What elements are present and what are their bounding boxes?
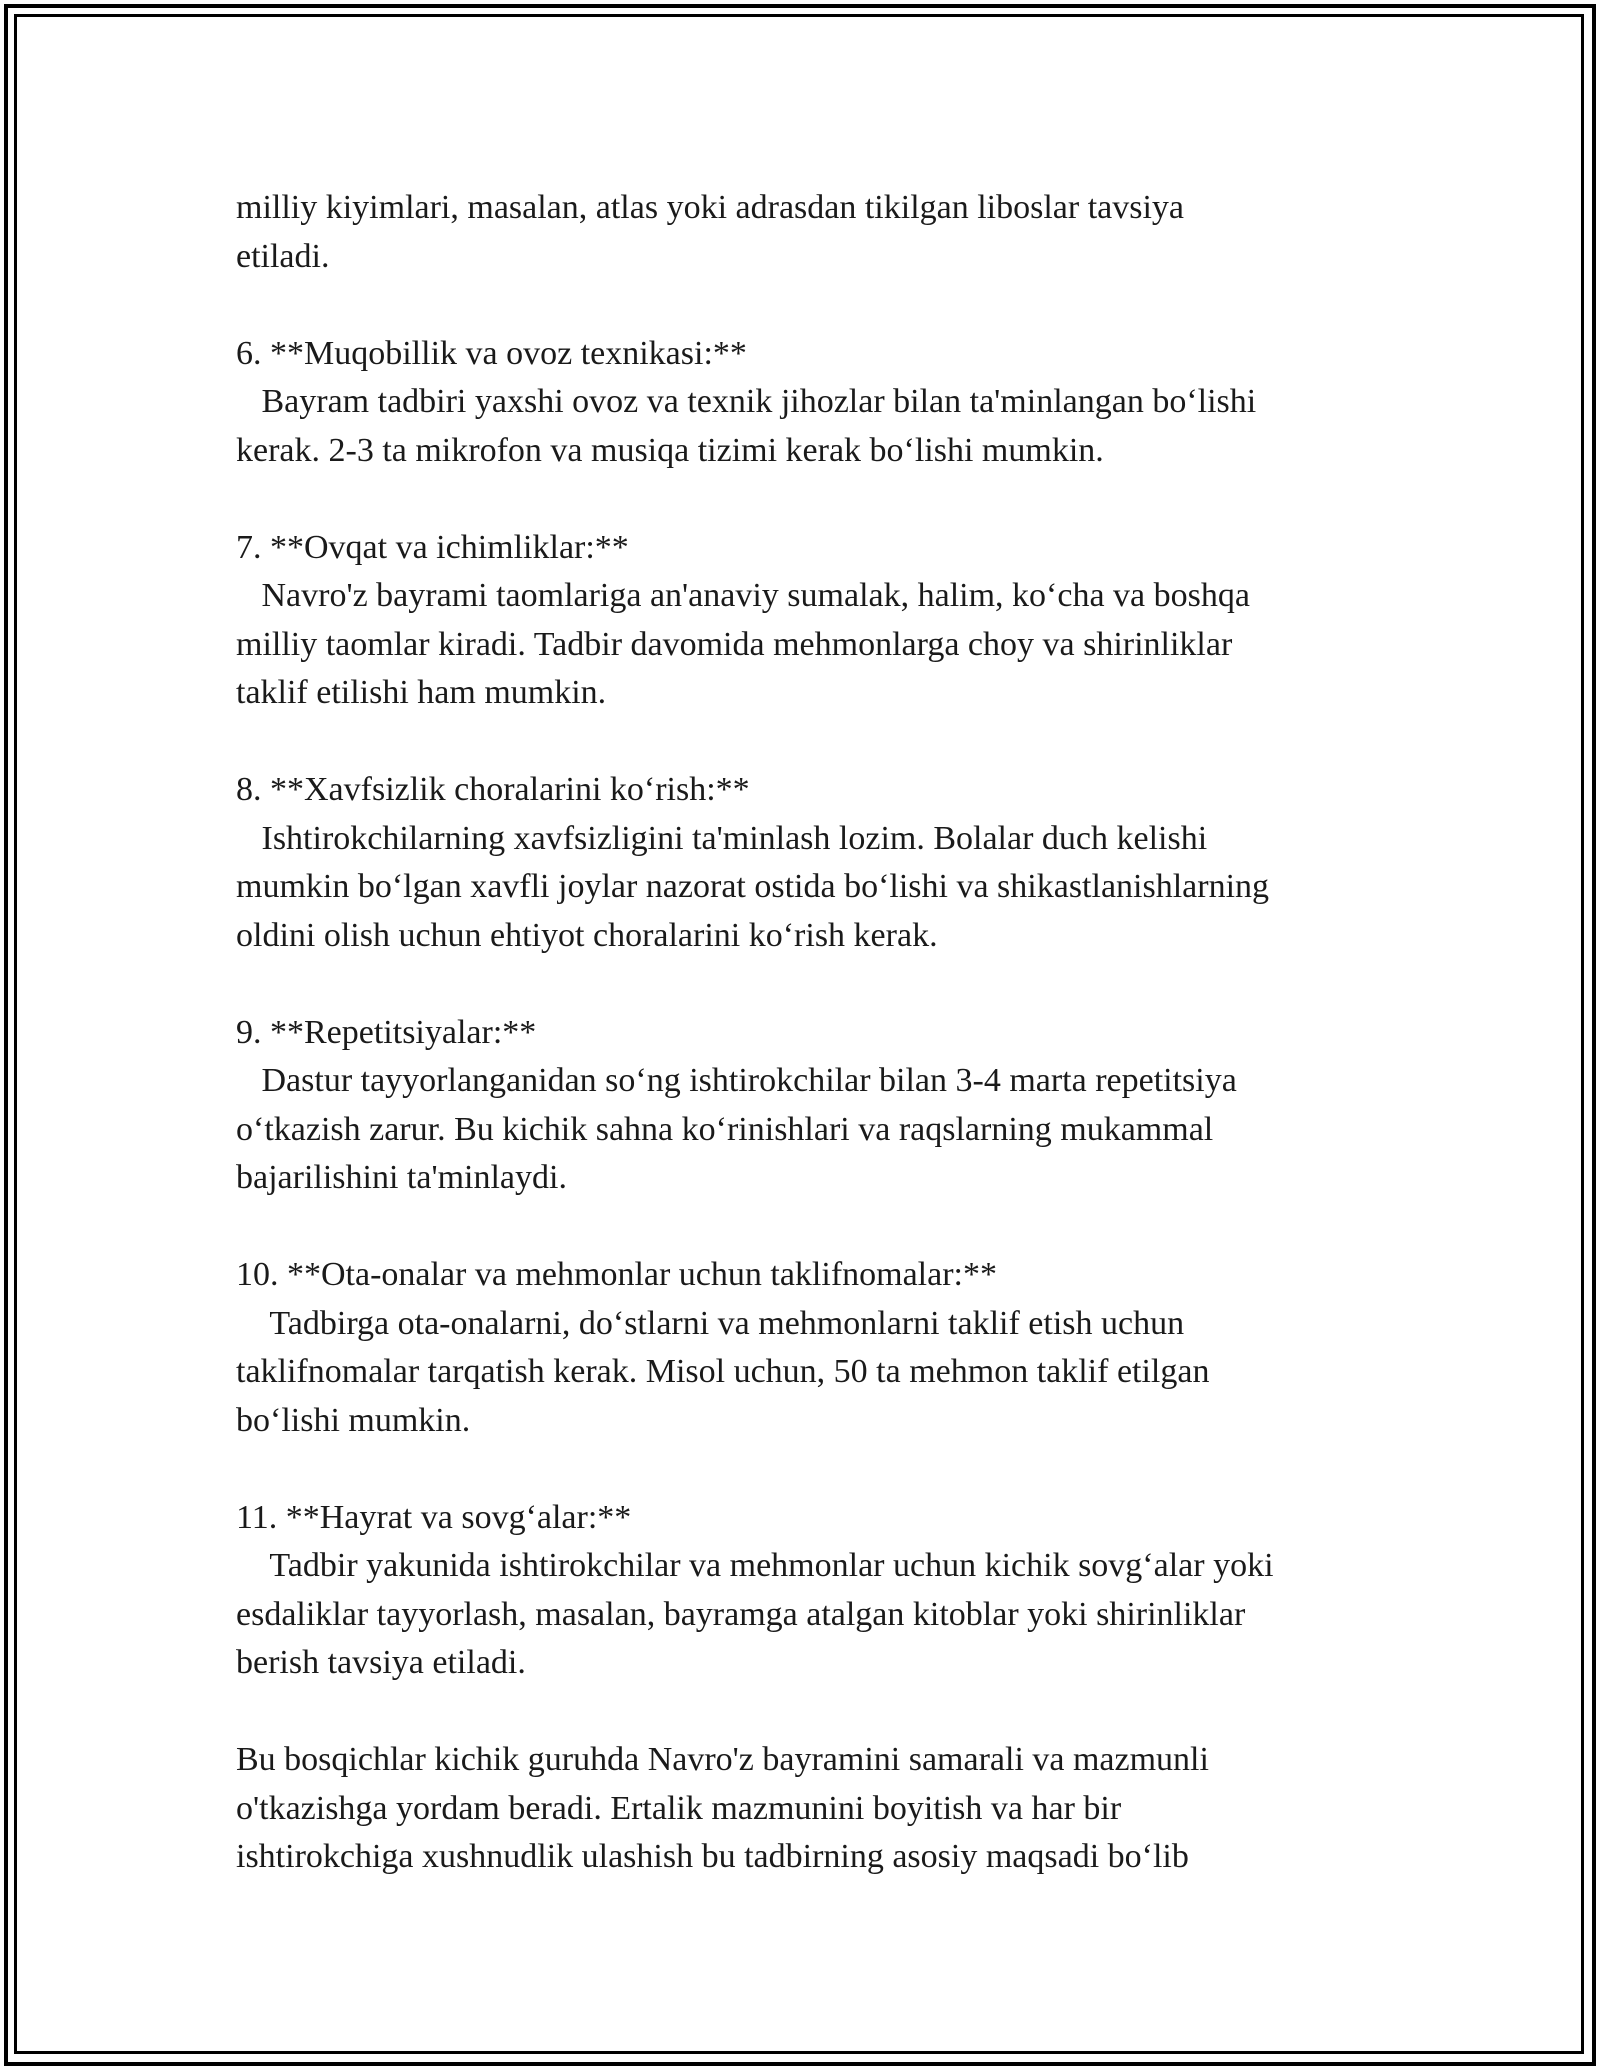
paragraph-gap — [236, 475, 1396, 524]
text-line: milliy taomlar kiradi. Tadbir davomida mehmonlarga choy va shirinliklar — [236, 625, 1233, 663]
paragraph-gap — [236, 1688, 1396, 1737]
text-line: taklifnomalar tarqatish kerak. Misol uchun, 50 ta mehmon taklif etilgan — [236, 1353, 1210, 1390]
text-line: etiladi. — [236, 237, 330, 275]
list-item-9 — [236, 1009, 1396, 1203]
text-line: Tadbirga ota-onalarni, do‘stlarni va mehmonlarni taklif etish uchun — [236, 1304, 1185, 1342]
item-heading: 9. **Repetitsiyalar:** — [236, 1013, 537, 1051]
closing-paragraph — [236, 1736, 1396, 1882]
item-heading: 10. **Ota-onalar va mehmonlar uchun taklifnomalar:** — [236, 1256, 997, 1293]
list-item-10 — [236, 1251, 1396, 1445]
item-heading: 11. **Hayrat va sovg‘alar:** — [236, 1498, 632, 1536]
text-line: esdaliklar tayyorlash, masalan, bayramga atalgan kitoblar yoki shirinliklar — [236, 1595, 1246, 1633]
text-line: kerak. 2-3 ta mikrofon va musiqa tizimi kerak bo‘lishi mumkin. — [236, 431, 1104, 469]
text-line: bo‘lishi mumkin. — [236, 1401, 471, 1439]
text-line: Tadbir yakunida ishtirokchilar va mehmonlar uchun kichik sovg‘alar yoki — [236, 1547, 1274, 1584]
item-heading: 6. **Muqobillik va ovoz texnikasi:** — [236, 334, 747, 372]
text-line: ishtirokchiga xushnudlik ulashish bu tadbirning asosiy maqsadi bo‘lib — [236, 1838, 1189, 1875]
text-line: Navro'z bayrami taomlariga an'anaviy sumalak, halim, ko‘cha va boshqa — [236, 577, 1250, 614]
intro-paragraph — [236, 184, 1396, 281]
text-line: berish tavsiya etiladi. — [236, 1644, 526, 1681]
list-item-8 — [236, 766, 1396, 960]
list-item-11 — [236, 1494, 1396, 1688]
document-body — [236, 184, 1396, 1882]
paragraph-gap — [236, 281, 1396, 330]
text-line: Bu bosqichlar kichik guruhda Navro'z bayramini samarali va mazmunli — [236, 1741, 1209, 1778]
paragraph-gap — [236, 1203, 1396, 1252]
text-line: mumkin bo‘lgan xavfli joylar nazorat ostida bo‘lishi va shikastlanishlarning — [236, 868, 1270, 905]
list-item-7 — [236, 524, 1396, 718]
text-line: bajarilishini ta'minlaydi. — [236, 1159, 567, 1196]
text-line: Ishtirokchilarning xavfsizligini ta'minlash lozim. Bolalar duch kelishi — [236, 819, 1208, 857]
text-line: Bayram tadbiri yaxshi ovoz va texnik jihozlar bilan ta'minlangan bo‘lishi — [236, 383, 1257, 420]
list-item-6 — [236, 330, 1396, 476]
paragraph-gap — [236, 960, 1396, 1009]
text-line: Dastur tayyorlanganidan so‘ng ishtirokchilar bilan 3-4 marta repetitsiya — [236, 1062, 1237, 1099]
text-line: oldini olish uchun ehtiyot choralarini ko‘rish kerak. — [236, 916, 938, 954]
item-heading: 8. **Xavfsizlik choralarini ko‘rish:** — [236, 771, 750, 808]
paragraph-gap — [236, 718, 1396, 767]
text-line: o'tkazishga yordam beradi. Ertalik mazmunini boyitish va har bir — [236, 1789, 1122, 1827]
text-line: taklif etilishi ham mumkin. — [236, 674, 607, 711]
item-heading: 7. **Ovqat va ichimliklar:** — [236, 528, 629, 566]
text-line: milliy kiyimlari, masalan, atlas yoki adrasdan tikilgan liboslar tavsiya — [236, 189, 1185, 226]
paragraph-gap — [236, 1445, 1396, 1494]
text-line: o‘tkazish zarur. Bu kichik sahna ko‘rinishlari va raqslarning mukammal — [236, 1110, 1214, 1148]
